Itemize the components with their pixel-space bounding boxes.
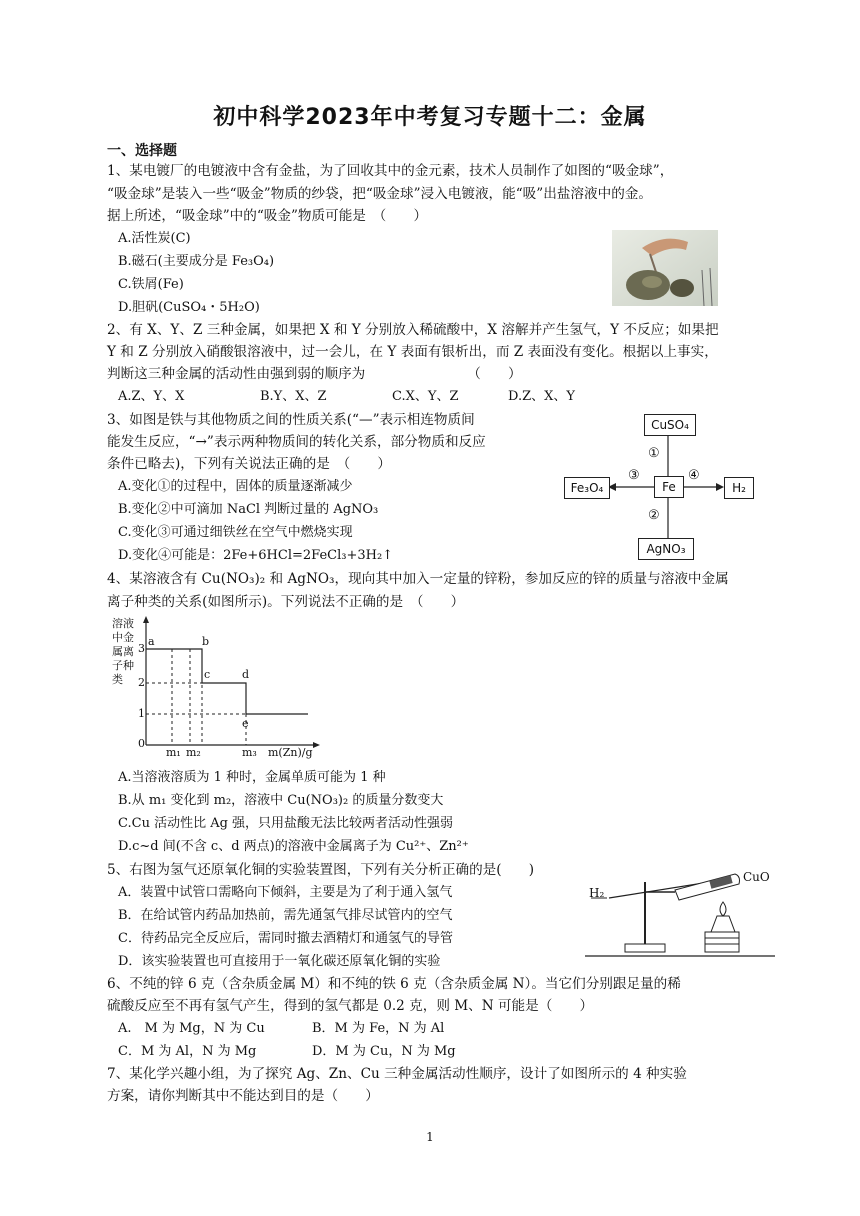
- q6-option-a: A. M 为 Mg，N 为 Cu: [118, 1021, 265, 1036]
- page-title: 初中科学2023年中考复习专题十二：金属: [213, 105, 647, 130]
- hydrogen-reduction-apparatus: [585, 862, 775, 962]
- q5-option-a: A．装置中试管口需略向下倾斜，主要是为了利于通入氢气: [118, 885, 453, 900]
- ytick-3: 3: [138, 642, 145, 655]
- point-b: b: [202, 635, 210, 648]
- q3-line-1: 3、如图是铁与其他物质之间的性质关系(“—”表示相连物质间: [107, 412, 475, 428]
- q5-option-d: D．该实验装置也可直接用于一氧化碳还原氧化铜的实验: [118, 954, 441, 969]
- ylabel-2: 中金: [112, 631, 134, 644]
- q4-option-b: B.从 m₁ 变化到 m₂，溶液中 Cu(NO₃)₂ 的质量分数变大: [118, 793, 444, 808]
- q6-option-c: C．M 为 Al，N 为 Mg: [118, 1044, 257, 1059]
- node-agno3: AgNO₃: [638, 538, 694, 560]
- gold-ball-photo: [612, 230, 718, 306]
- q3-line-3: 条件已略去)，下列有关说法正确的是 （ ）: [107, 456, 391, 472]
- q3-option-d: D.变化④可能是：2Fe+6HCl=2FeCl₃+3H₂↑: [118, 548, 394, 563]
- q2-line-3: 判断这三种金属的活动性由强到弱的顺序为 （ ）: [107, 366, 522, 382]
- q2-option-b: B.Y、X、Z: [260, 389, 327, 404]
- label-4: ④: [688, 468, 700, 483]
- page-number: 1: [426, 1130, 434, 1144]
- q5-line-1: 5、右图为氢气还原氧化铜的实验装置图，下列有关分析正确的是( ): [107, 862, 535, 878]
- node-cuso4: CuSO₄: [644, 414, 696, 436]
- q3-option-a: A.变化①的过程中，固体的质量逐渐减少: [118, 479, 353, 494]
- q4-option-a: A.当溶液溶质为 1 种时，金属单质可能为 1 种: [118, 770, 386, 785]
- q4-option-c: C.Cu 活动性比 Ag 强，只用盐酸无法比较两者活动性强弱: [118, 816, 454, 831]
- q5-option-c: C．待药品完全反应后，需同时撤去酒精灯和通氢气的导管: [118, 931, 453, 946]
- graph-xlabel: m(Zn)/g: [268, 746, 313, 759]
- ylabel-3: 属离: [112, 645, 134, 658]
- ytick-0: 0: [138, 737, 145, 750]
- q7-line-2: 方案，请你判断其中不能达到目的是（ ）: [107, 1088, 379, 1104]
- xtick-m3: m₃: [242, 746, 257, 759]
- node-fe3o4: Fe₃O₄: [564, 477, 610, 499]
- q2-line-2: Y 和 Z 分别放入硝酸银溶液中，过一会儿，在 Y 表面有银析出，而 Z 表面没有变化。根据以上事实，: [107, 344, 718, 360]
- q3-option-b: B.变化②中可滴加 NaCl 判断过量的 AgNO₃: [118, 502, 379, 517]
- q1-line-1: 1、某电镀厂的电镀液中含有金盐，为了回收其中的金元素，技术人员制作了如图的“吸金球”，: [107, 163, 674, 179]
- label-h2: H₂: [589, 886, 605, 900]
- iron-relation-diagram: [560, 410, 760, 560]
- point-c: c: [204, 668, 211, 681]
- q2-option-c: C.X、Y、Z: [392, 389, 459, 404]
- q1-option-c: C.铁屑(Fe): [118, 277, 184, 292]
- label-1: ①: [648, 446, 660, 461]
- q2-line-1: 2、有 X、Y、Z 三种金属，如果把 X 和 Y 分别放入稀硫酸中，X 溶解并产生氢气，Y 不反应；如果把: [107, 322, 719, 338]
- q4-line-1: 4、某溶液含有 Cu(NO₃)₂ 和 AgNO₃，现向其中加入一定量的锌粉，参加反应的锌的质量与溶液中金属: [107, 571, 729, 587]
- ytick-1: 1: [138, 707, 145, 720]
- q1-option-b: B.磁石(主要成分是 Fe₃O₄): [118, 254, 275, 269]
- ylabel-4: 子种: [112, 659, 134, 672]
- point-a: a: [148, 635, 155, 648]
- point-e: e: [242, 717, 249, 730]
- q6-option-b: B．M 为 Fe，N 为 Al: [312, 1021, 445, 1036]
- q3-line-2: 能发生反应，“→”表示两种物质间的转化关系，部分物质和反应: [107, 434, 486, 450]
- ylabel-5: 类: [112, 673, 123, 686]
- node-h2: H₂: [724, 477, 754, 499]
- q4-line-2: 离子种类的关系(如图所示)。下列说法不正确的是 （ ）: [107, 594, 465, 610]
- q6-line-2: 硫酸反应至不再有氢气产生，得到的氢气都是 0.2 克，则 M、N 可能是（ ）: [107, 998, 594, 1014]
- ylabel-1: 溶液: [112, 617, 134, 630]
- q1-option-d: D.胆矾(CuSO₄・5H₂O): [118, 300, 260, 315]
- q5-option-b: B．在给试管内药品加热前，需先通氢气排尽试管内的空气: [118, 908, 453, 923]
- q1-line-2: “吸金球”是装入一些“吸金”物质的纱袋，把“吸金球”浸入电镀液，能“吸”出盐溶液中的金。: [107, 186, 652, 202]
- point-d: d: [242, 668, 250, 681]
- zinc-ion-graph: [112, 615, 327, 760]
- label-cuo: CuO: [743, 870, 770, 884]
- q6-option-d: D．M 为 Cu，N 为 Mg: [312, 1044, 456, 1059]
- node-fe: Fe: [654, 476, 684, 498]
- q1-line-3: 据上所述，“吸金球”中的“吸金”物质可能是 （ ）: [107, 208, 428, 224]
- q4-option-d: D.c~d 间(不含 c、d 两点)的溶液中金属离子为 Cu²⁺、Zn²⁺: [118, 839, 469, 854]
- ytick-2: 2: [138, 676, 145, 689]
- section-heading: 一、选择题: [107, 143, 177, 159]
- q2-option-a: A.Z、Y、X: [118, 389, 185, 404]
- xtick-m1: m₁: [166, 746, 181, 759]
- xtick-m2: m₂: [186, 746, 201, 759]
- q2-option-d: D.Z、X、Y: [508, 389, 575, 404]
- q7-line-1: 7、某化学兴趣小组，为了探究 Ag、Zn、Cu 三种金属活动性顺序，设计了如图所示的 4 种实验: [107, 1066, 687, 1082]
- q3-option-c: C.变化③可通过细铁丝在空气中燃烧实现: [118, 525, 353, 540]
- label-2: ②: [648, 508, 660, 523]
- q1-option-a: A.活性炭(C): [118, 231, 191, 246]
- label-3: ③: [628, 468, 640, 483]
- q6-line-1: 6、不纯的锌 6 克（含杂质金属 M）和不纯的铁 6 克（含杂质金属 N）。当它们分别跟足量的稀: [107, 976, 681, 992]
